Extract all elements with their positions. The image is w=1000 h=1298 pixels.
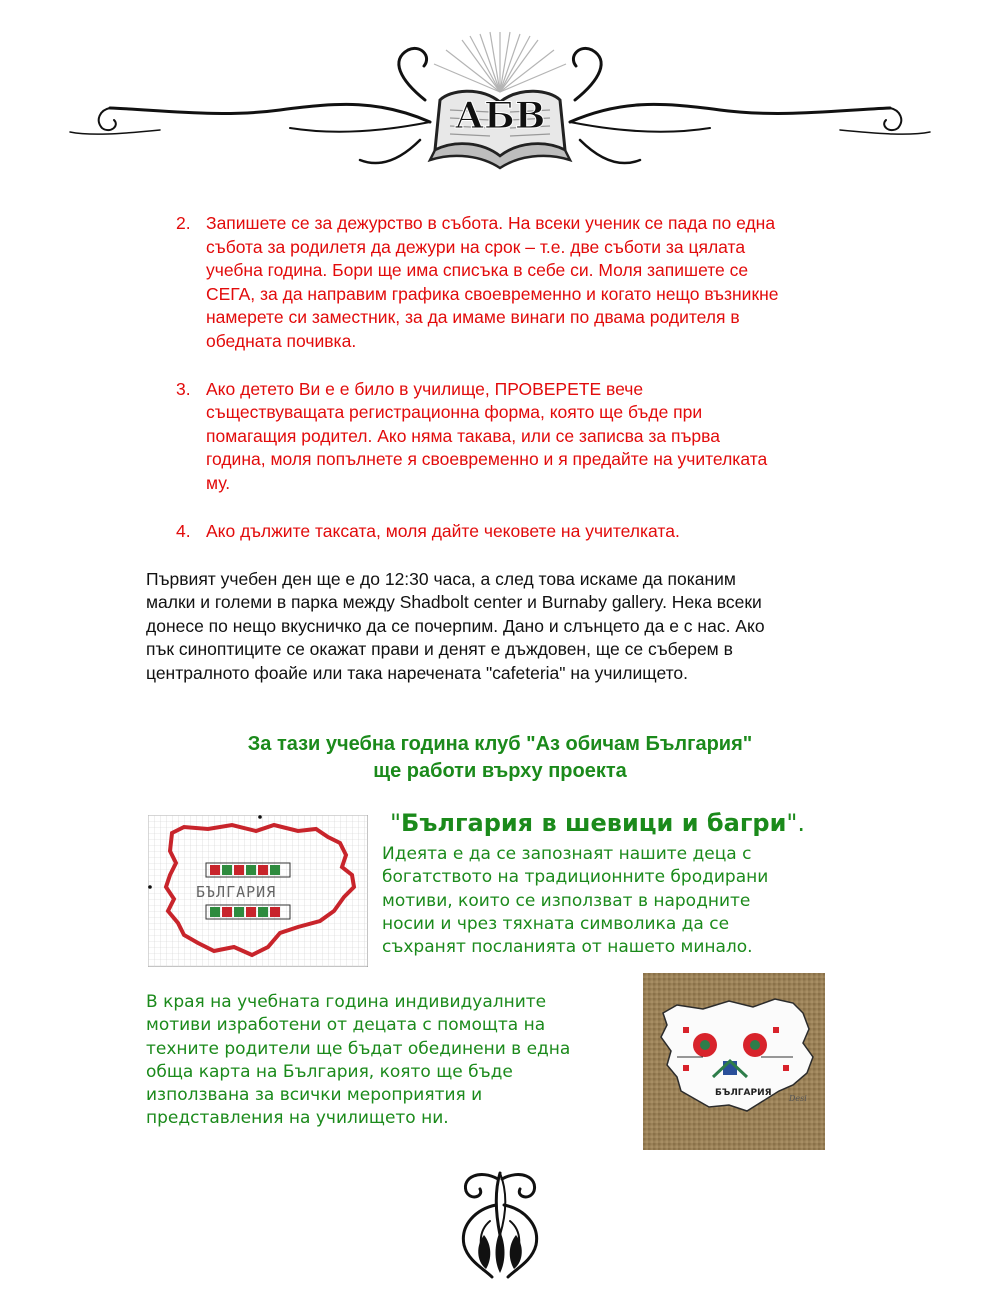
description-line: носии и чрез тяхната символика да се	[382, 913, 730, 934]
list-item	[176, 212, 876, 354]
quote-mark: "	[390, 809, 402, 837]
photo-signature: Desi	[789, 1094, 807, 1103]
instructions-list	[176, 212, 876, 543]
list-line: му.	[206, 472, 231, 493]
description-line: мотиви изработени от децата с помощта на	[146, 1015, 546, 1036]
end-of-year-paragraph	[146, 991, 626, 1131]
project-description	[382, 843, 842, 959]
list-line: намерете си заместник, за да имаме винаги по двама родителя в	[206, 307, 740, 328]
project-title	[390, 806, 805, 840]
list-item	[176, 378, 876, 496]
description-line: В края на учебната година индивидуалните	[146, 992, 547, 1012]
description-line: богатството на традиционните бродирани	[382, 867, 769, 888]
quote-mark: ".	[786, 809, 806, 837]
first-day-paragraph	[146, 568, 846, 685]
description-line: обща карта на България, която ще бъде	[146, 1061, 513, 1082]
club-heading	[100, 731, 900, 785]
paragraph-line: Първият учебен ден ще е до 12:30 часа, а след това искаме да поканим	[146, 569, 736, 589]
club-heading-line: ще работи върху проекта	[373, 760, 627, 782]
cross-stitch-pattern-image	[148, 815, 368, 967]
list-line: СЕГА, за да направим графика своевременно и когато нещо възникне	[206, 283, 779, 304]
paragraph-line: пък синоптиците се окажат прави и денят е дъждовен, ще се съберем в	[146, 639, 733, 660]
project-name: България в шевици и багри	[401, 809, 787, 837]
list-line: съществуващата регистрационна форма, която ще бъде при	[206, 402, 703, 423]
list-line: събота за родилетя да дежури на срок – т.е. две съботи за цялата	[206, 236, 746, 257]
paragraph-line: донесе по нещо вкусничко да се почерпим. Дано и слънцето да е с нас. Ако	[146, 615, 765, 636]
description-line: съхранят посланията от нашето минало.	[382, 937, 753, 958]
list-line: помагащия родител. Ако няма такава, или се записва за първа	[206, 425, 720, 446]
description-line: представления на училището ни.	[146, 1108, 449, 1129]
photo-label: БЪЛГАРИЯ	[715, 1088, 772, 1098]
list-number: 2.	[176, 213, 191, 233]
paragraph-line: малки и големи в парка между Shadbolt center и Burnaby gallery. Нека всеки	[146, 592, 762, 613]
list-line: обедната почивка.	[206, 330, 357, 351]
list-line: учебна година. Бори ще има списъка в себе си. Моля запишете се	[206, 260, 749, 281]
embroidered-map-photo	[643, 973, 825, 1150]
list-item	[176, 520, 876, 544]
book-sunburst-icon	[430, 32, 570, 168]
description-line: използвана за всички мероприятия и	[146, 1085, 483, 1106]
description-line: техните родители ще бъдат обединени в една	[146, 1038, 571, 1059]
header-ornament	[40, 10, 960, 190]
list-number: 3.	[176, 378, 191, 399]
paragraph-line: централното фоайе или така наречената "cafeteria" на училището.	[146, 662, 689, 683]
pattern-label: БЪЛГАРИЯ	[196, 883, 277, 901]
list-line: година, моля попълнете я своевременно и я предайте на учителката	[206, 449, 768, 470]
logo-text: АБВ	[454, 95, 546, 137]
description-line: мотиви, които се използват в народните	[382, 890, 751, 911]
list-number: 4.	[176, 520, 191, 541]
list-line: Запишете се за дежурство в събота. На всеки ученик се пада по една	[206, 213, 776, 233]
list-line: Ако детето Ви е е било в училище, ПРОВЕРЕТЕ вече	[206, 378, 644, 399]
flourish-ornament-icon	[440, 1165, 560, 1280]
club-heading-line: За тази учебна година клуб "Аз обичам България"	[247, 733, 753, 755]
description-line: Идеята е да се запознаят нашите деца с	[382, 844, 752, 864]
list-line: Ако дължите таксата, моля дайте чековете на учителката.	[206, 520, 680, 541]
